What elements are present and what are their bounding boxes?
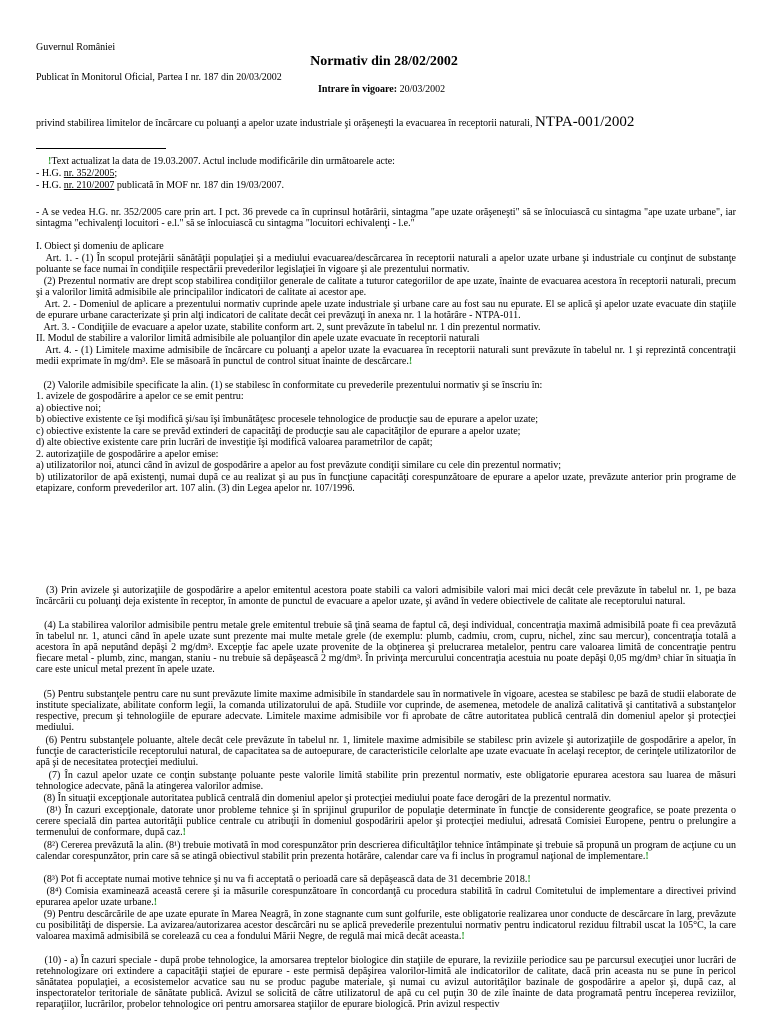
art-4-par-8: (8) În situaţii excepţionale autoritatea publică centrală din domeniul apelor şi protecţiei mediului poate face derogări de la prezentul normativ. (43, 793, 611, 804)
subject-text: privind stabilirea limitelor de încărcare cu poluanţi a apelor uzate industriale şi orăşeneşti la evacuarea în receptorii naturali, (36, 118, 533, 129)
update-item-1 (36, 168, 117, 180)
update-item-suffix: publicată în MOF nr. 187 din 19/03/2007. (114, 180, 285, 191)
update-marker-icon: ! (408, 356, 413, 367)
art-4-par-1: Art. 4. - (1) Limitele maxime admisibile de încărcare cu poluanţi a apelor uzate la evacuarea în receptorii naturali sunt prevăzute în tabelul nr. 1 şi reprezintă concentraţii medii exprimate în mg/dm³. Ele se măsoară în punctul de control situat înainte de descărcare.! (36, 345, 736, 367)
list-item-1c: c) obiective existente la care se prevăd extinderi de capacităţi de producţie sau ale capacităţilor de epurare a apelor uzate; (36, 426, 521, 437)
art-2: Art. 2. - Domeniul de aplicare a prezentului normativ cuprinde apele uzate industriale şi urbane care au fost sau nu epurate. El se aplică şi apelor uzate evacuate din staţiile de epurare urbane caracterizate şi prin alţi indicatori de calitate decât cei prevăzuţi în anexa nr. 1 la hotărâre - NTPA-011. (36, 299, 737, 321)
update-item-prefix: - H.G. (36, 168, 62, 179)
update-marker-icon: ! (645, 851, 649, 862)
list-item-1: 1. avizele de gospodărire a apelor ce se emit pentru: (36, 391, 244, 402)
list-item-1b: b) obiective existente ce îşi modifică şi/sau îşi îmbunătăţesc procesele tehnologice de producţie sau de epurare a apelor uzate; (36, 414, 539, 425)
art-4-par-8-4: (8⁴) Comisia examinează această cerere şi ia măsurile corespunzătoare în concordanţă cu procedura stabilită în cadrul Comitetului de implementare a directivei privind epurarea apelor uzate urbane.! (36, 886, 737, 908)
update-item-2 (36, 180, 284, 192)
document-code: NTPA-001/2002 (534, 114, 635, 130)
list-item-2b: b) utilizatorilor de apă existenţi, numai după ce au realizat şi au pus în funcţiune capacităţi corespunzătoare de epurare a apelor uzate, prevăzute anterior prin programe de etapizare, conform prevederilor art. 107 alin. (3) din Legea apelor nr. 107/1996. (36, 472, 736, 494)
entry-into-force (318, 84, 445, 96)
art-4-par-6: (6) Pentru substanţele poluante, altele decât cele prevăzute în tabelul nr. 1, limitele maxime admisibile se stabilesc prin avizele şi autorizaţiile de gospodărire a apelor, în funcţie de caracteristicile receptorului natural, de capacitatea sa de autoepurare, de caracteristicile celorlalte ape uzate evacuate în acelaşi receptor, de cerinţele utilizatorilor de apă şi de necesitatea protecţiei mediului. (36, 735, 737, 768)
see-note: - A se vedea H.G. nr. 352/2005 care prin art. I pct. 36 prevede ca în cuprinsul hotărârii, sintagma "ape uzate orăşeneşti" să se înlocuiască cu sintagma "ape uzate urbane", iar sintagma "echivalenţi locuitori - e.l." să se înlocuiască cu sintagma "locuitori echivalenţi - l.e." (36, 207, 736, 229)
art-4-par-8-1: (8¹) În cazuri excepţionale, datorate unor probleme tehnice şi în sprijinul grupurilor de populaţie determinate în funcţie de considerente geografice, se poate prezenta o cerere specială din partea autorităţii publice centrale cu atribuţii în domeniul gospodăririi apelor şi protecţiei mediului, adresată Comisiei Europene, pentru o prelungire a termenului de conformare, după caz.! (36, 805, 737, 838)
update-item-suffix: ; (114, 168, 118, 179)
art-3: Art. 3. - Condiţiile de evacuare a apelor uzate, stabilite conform art. 2, sunt prevăzute în tabelul nr. 1 din prezentul normativ. (43, 322, 541, 333)
art-4-par-4: (4) La stabilirea valorilor admisibile pentru metale grele emitentul trebuie să ţină seama de faptul că, deşi individual, concentraţia maximă admisibilă poate fi cea prevăzută în tabelul nr. 1, atunci când în apele uzate sunt prezente mai multe metale grele (de exemplu: plumb, cadmiu, crom, cupru, nichel, zinc sau mercur), concentraţia totală a acestora în apă neputând depăşi 2 mg/dm³. Excepţie fac apele uzate provenite de la obţinerea şi prelucrarea metalelor, pentru care valoarea limită de concentraţie pentru fiecare metal - plumb, zinc, mangan, staniu - nu trebuie să depăşească 2 mg/dm³. În privinţa mercurului concentraţia acestuia nu poate depăşi 0,05 mg/dm³ chiar în situaţia în care este unicul metal prezent în apele uzate. (36, 620, 737, 675)
list-item-2: 2. autorizaţiile de gospodărire a apelor emise: (36, 449, 219, 460)
publication-info: Publicat în Monitorul Oficial, Partea I nr. 187 din 20/03/2002 (36, 72, 282, 83)
entry-date: 20/03/2002 (399, 84, 446, 95)
act-link-352-2005[interactable]: nr. 352/2005 (63, 168, 115, 179)
document-subject (36, 116, 634, 130)
document-title: Normativ din 28/02/2002 (310, 54, 458, 69)
art-4-par-3: (3) Prin avizele şi autorizaţiile de gospodărire a apelor emitentul acestora poate stabili ca valori admisibile valori mai mici decât cele prevăzute în tabelul nr. 1, pe baza încărcării cu poluanţi deja existente în receptor, în amonte de punctul de evacuare a apelor uzate, şi având în vedere obiectivele de calitate ale receptorului natural. (36, 585, 737, 607)
update-note-text: Text actualizat la data de 19.03.2007. Actul include modificările din următoarele acte: (51, 156, 395, 167)
art-4-par-8-2: (8²) Cererea prevăzută la alin. (8¹) trebuie motivată în mod corespunzător prin descrierea dificultăţilor tehnice întâmpinate şi trebuie să propună un program de acţiune cu un calendar corespunzător, prin care să se atingă obiectivul stabilit prin prezenta hotărâre, calendar care va fi inclus în programul naţional de implementare.! (36, 840, 737, 862)
art-4-par-9: (9) Pentru descărcările de ape uzate epurate în Marea Neagră, în zone stagnante cum sunt golfurile, este obligatorie realizarea unor conducte de descărcare în larg, prevăzute cu posibilităţi de dispersie. La avizarea/autorizarea acestor descărcări nu se aplică prevederile prezentului normativ pentru indicatorul reziduu filtrabil uscat la 105°C, la care valoarea maximă admisibilă se corelează cu cea a fondului Mării Negre, de regulă mai mică decât aceasta.! (36, 909, 736, 942)
section-heading-1: I. Obiect şi domeniu de aplicare (36, 241, 164, 252)
update-marker-icon: ! (48, 156, 52, 167)
update-note (48, 156, 395, 168)
list-item-1a: a) obiective noi; (36, 403, 101, 414)
list-item-1d: d) alte obiective existente care prin lucrări de investiţie îşi modifică valoarea parametrilor de capăt; (36, 437, 433, 448)
update-item-prefix: - H.G. (36, 180, 62, 191)
update-marker-icon: ! (153, 897, 158, 908)
art-4-par-8-3: (8³) Pot fi acceptate numai motive tehnice şi nu va fi acceptată o perioadă care să depăşească data de 31 decembrie 2018.! (43, 874, 531, 885)
section-heading-2: II. Modul de stabilire a valorilor limită admisibile ale poluanţilor din apele uzate evacuate în receptorii naturali (36, 333, 480, 344)
government-label: Guvernul României (36, 42, 116, 53)
art-4-par-5: (5) Pentru substanţele pentru care nu sunt prevăzute limite maxime admisibile în standardele sau în normativele în vigoare, acestea se stabilesc pe bază de studii elaborate de institute specializate, abilitate conform legii, la comanda utilizatorului de apă. Studiile vor cuprinde, de asemenea, metodele de analiză calitativă şi cantitativă a substanţelor respective, precum şi tehnologiile de epurare adecvate. Limitele maxime admisibile vor fi aprobate de către autoritatea publică centrală din domeniul apelor şi protecţiei mediului. (36, 689, 737, 733)
update-marker-icon: ! (461, 931, 465, 942)
art-1-par-2: (2) Prezentul normativ are drept scop stabilirea condiţiilor generale de calitate a tuturor categoriilor de ape uzate, înainte de evacuarea acestora în receptorii naturali, precum şi a valorilor limită admisibile ale principalilor indicatori de calitate ai acestor ape. (36, 276, 737, 298)
art-4-par-7: (7) În cazul apelor uzate ce conţin substanţe poluante peste valorile limită stabilite prin prezentul normativ, este obligatorie epurarea acestora sau luarea de măsuri tehnologice adecvate, până la atingerea valorilor admise. (36, 770, 736, 792)
art-1-par-1: Art. 1. - (1) În scopul protejării sănătăţii populaţiei şi a mediului evacuarea/descărcarea în receptorii naturali a apelor uzate urbane şi industriale cu conţinut de substanţe poluante se face numai în condiţiile respectării prevederilor legislaţiei în vigoare şi ale prezentului normativ. (36, 253, 736, 275)
separator-line (36, 148, 166, 149)
update-marker-icon: ! (527, 874, 531, 885)
update-marker-icon: ! (182, 827, 186, 838)
art-4-par-2: (2) Valorile admisibile specificate la alin. (1) se stabilesc în conformitate cu prevederile prezentului normativ şi se înscriu în: (43, 380, 543, 391)
act-link-210-2007[interactable]: nr. 210/2007 (63, 180, 115, 191)
art-4-par-10: (10) - a) În cazuri speciale - după probe tehnologice, la amorsarea treptelor biologice din staţiile de epurare, la reviziile periodice sau pe parcursul execuţiei unor lucrări de retehnologizare ori extindere a capacităţii staţiei de epurare - este permisă depăşirea valorilor-limită ale indicatorilor de calitate, dacă prin aceasta nu se pune în pericol sănătatea populaţiei, a ecosistemelor acvatice sau nu se produc pagube materiale, şi numai cu avizul autorităţilor bazinale de gospodărire a apelor şi, după caz, al inspectoratelor teritoriale de sănătate publică. Avizul se solicită de către utilizatorul de apă cu cel puţin 30 de zile înainte de data programată pentru începerea reviziilor, reparaţiilor, lucrărilor, probelor tehnologice ori pentru amorsarea staţiilor de epurare biologică. Prin avizul respectiv (36, 955, 737, 1010)
entry-label: Intrare în vigoare: (318, 84, 398, 95)
list-item-2a: a) utilizatorilor noi, atunci când în avizul de gospodărire a apelor au fost prevăzute condiţii similare cu cele din prezentul normativ; (36, 460, 562, 471)
